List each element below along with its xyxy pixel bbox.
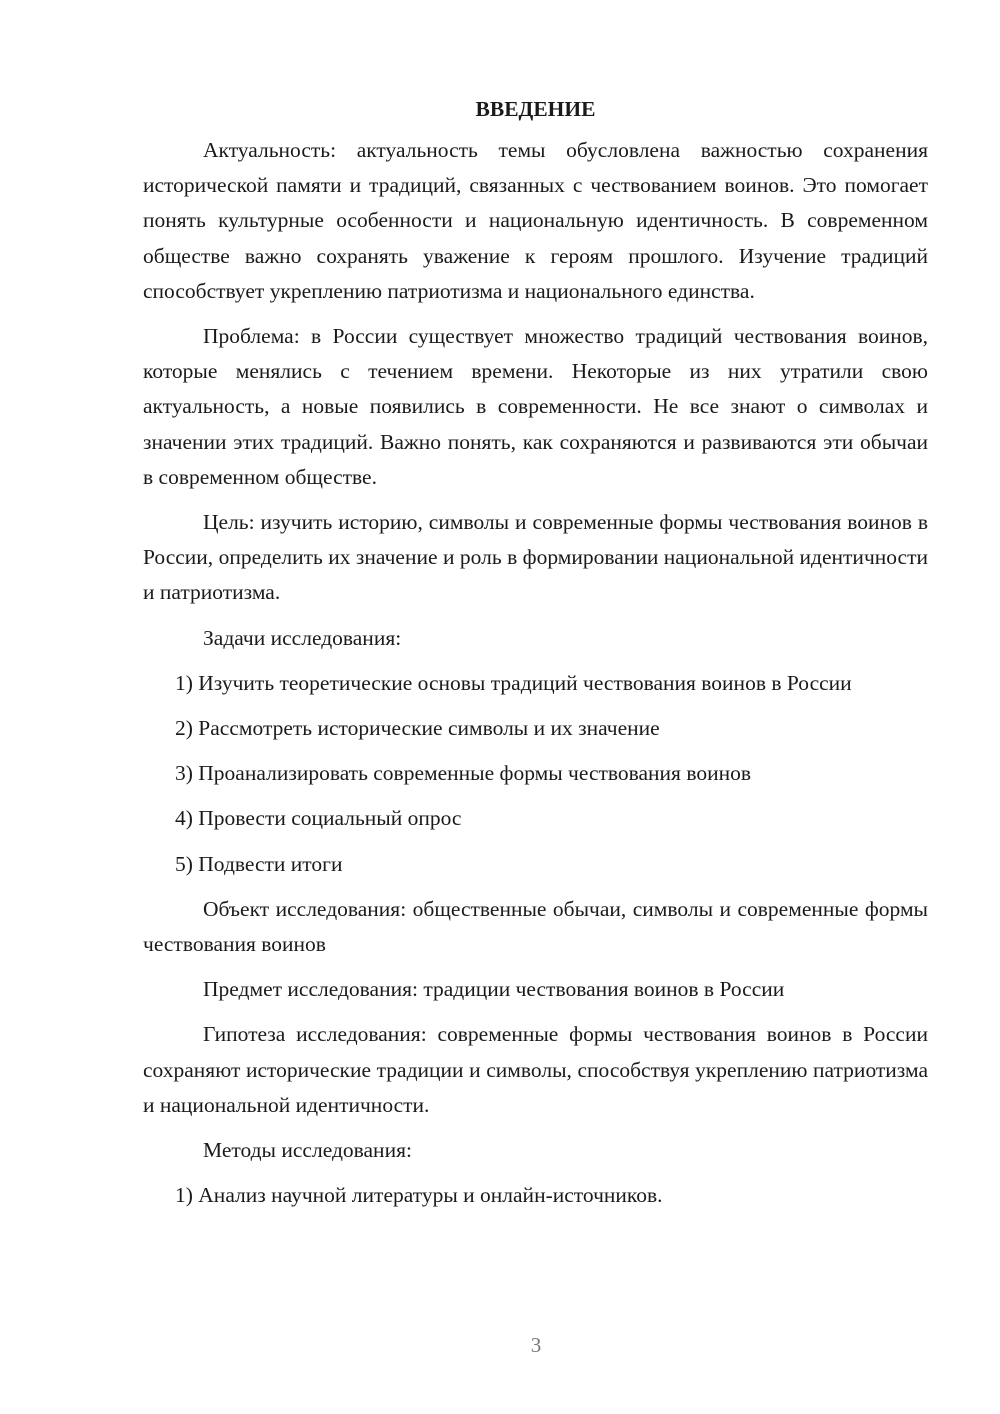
method-item: 1) Анализ научной литературы и онлайн-источников. xyxy=(175,1183,663,1208)
task-item: 4) Провести социальный опрос xyxy=(175,806,462,831)
task-item: 2) Рассмотреть исторические символы и их значение xyxy=(175,716,660,741)
task-item: 3) Проанализировать современные формы чествования воинов xyxy=(175,761,751,786)
hypothesis-paragraph: Гипотеза исследования: современные формы чествования воинов в России сохраняют исторические традиции и символы, способствуя укреплению патриотизма и национальной идентичности. xyxy=(143,1022,928,1117)
task-item: 5) Подвести итоги xyxy=(175,851,343,876)
page-title: ВВЕДЕНИЕ xyxy=(475,97,596,121)
document-page xyxy=(143,92,928,1223)
task-item: 1) Изучить теоретические основы традиций чествования воинов в России xyxy=(175,670,852,695)
object-paragraph: Объект исследования: общественные обычаи, символы и современные формы чествования воинов xyxy=(143,896,928,957)
relevance-paragraph: Актуальность: актуальность темы обусловлена важностью сохранения исторической памяти и традиций, связанных с чествованием воинов. Это помогает понять культурные особенности и национальную идентичность. В современном обществе важно сохранять уважение к героям прошлого. Изучение традиций способствует укреплению патриотизма и национального единства. xyxy=(143,138,928,303)
methods-heading: Методы исследования: xyxy=(203,1138,412,1163)
goal-paragraph: Цель: изучить историю, символы и современные формы чествования воинов в России, определить их значение и роль в формировании национальной идентичности и патриотизма. xyxy=(143,510,928,605)
problem-paragraph: Проблема: в России существует множество традиций чествования воинов, которые менялись с течением времени. Некоторые из них утратили свою актуальность, а новые появились в современности. Не все знают о символах и значении этих традиций. Важно понять, как сохраняются и развиваются эти обычаи в современном обществе. xyxy=(143,324,928,489)
page-number: 3 xyxy=(530,1333,542,1357)
tasks-heading: Задачи исследования: xyxy=(203,625,402,650)
subject-paragraph: Предмет исследования: традиции чествования воинов в России xyxy=(203,977,785,1002)
